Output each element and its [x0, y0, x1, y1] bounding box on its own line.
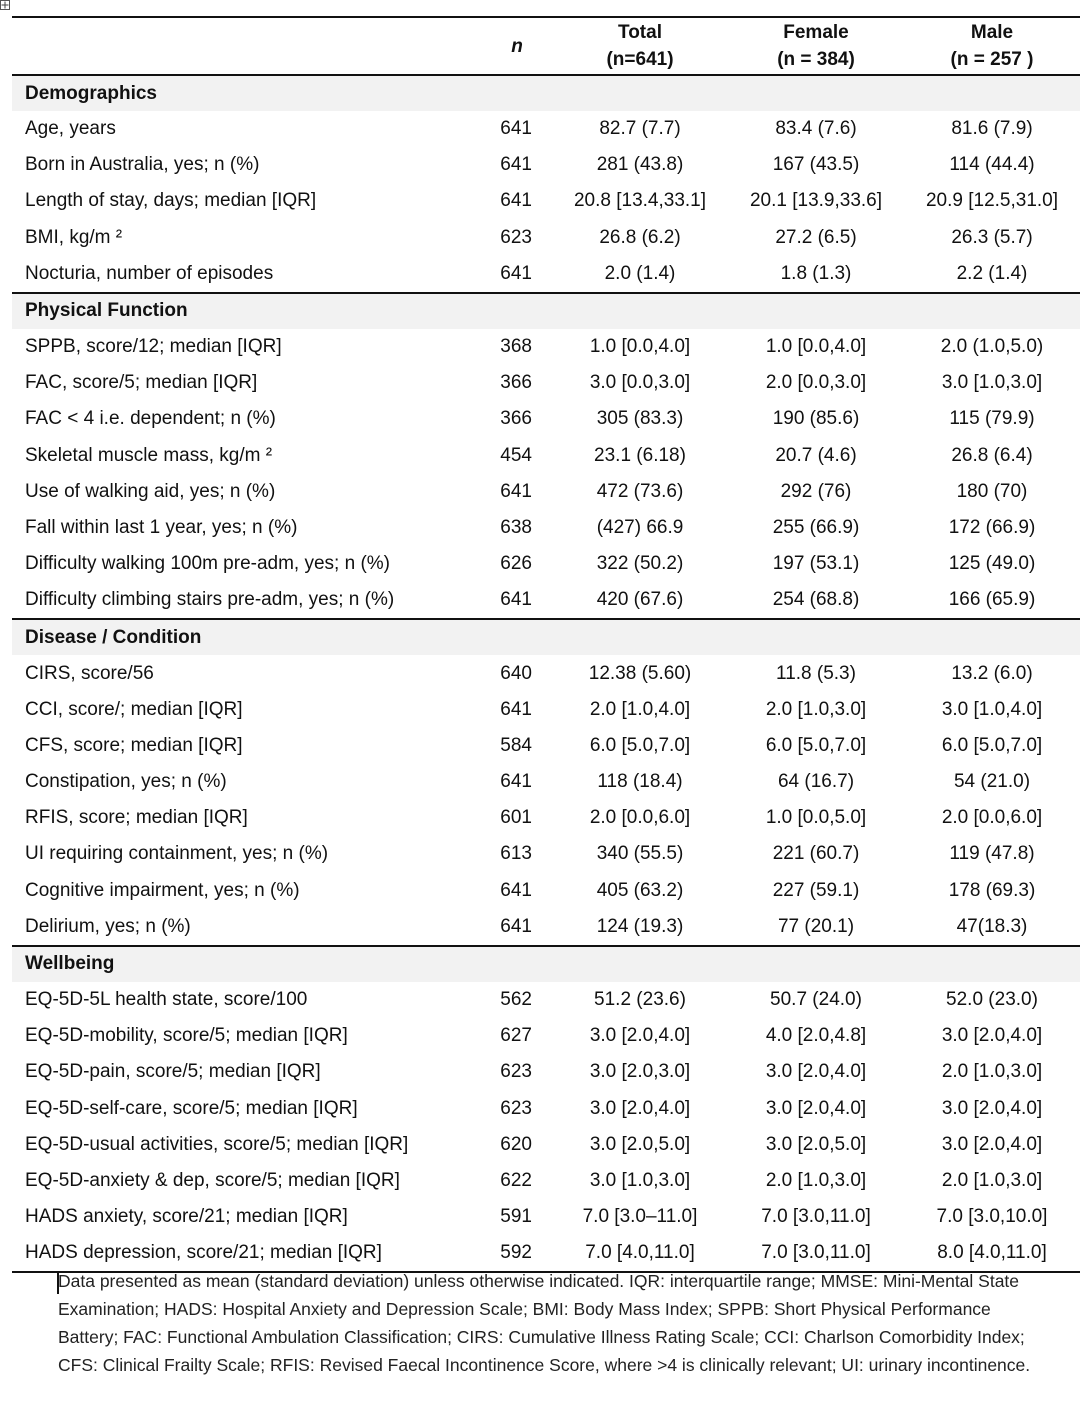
table-row	[12, 1127, 1080, 1163]
row-total-cell: 3.0 [2.0,3.0]	[589, 1061, 691, 1083]
row-label-cell: Constipation, yes; n (%)	[25, 771, 227, 793]
table-row	[12, 873, 1080, 909]
row-female-cell: 77 (20.1)	[777, 915, 855, 937]
table-row	[12, 220, 1080, 256]
table-row	[12, 655, 1080, 691]
row-total-cell: 3.0 [1.0,3.0]	[589, 1169, 691, 1191]
row-n-cell: 641	[500, 698, 532, 720]
table-row	[12, 111, 1080, 147]
row-female-cell: 2.0 [1.0,3.0]	[765, 1169, 867, 1191]
row-total-cell: (427) 66.9	[596, 516, 684, 538]
table-row	[12, 1199, 1080, 1235]
row-label-cell: Delirium, yes; n (%)	[25, 915, 191, 937]
table-body	[12, 75, 1080, 1272]
row-total-cell: 23.1 (6.18)	[594, 444, 686, 466]
row-female-cell: 20.1 [13.9,33.6]	[749, 190, 883, 212]
row-n-cell: 627	[500, 1025, 532, 1047]
row-total-cell: 20.8 [13.4,33.1]	[573, 190, 707, 212]
row-female-cell: 83.4 (7.6)	[775, 118, 857, 140]
row-n-cell: 641	[500, 118, 532, 140]
row-n-cell: 638	[500, 516, 532, 538]
row-female-cell: 190 (85.6)	[772, 408, 860, 430]
row-label-cell: EQ-5D-usual activities, score/5; median [IQR]	[25, 1133, 409, 1155]
row-n-cell: 623	[500, 1097, 532, 1119]
row-label-cell: CIRS, score/56	[25, 662, 154, 684]
row-total-cell: 420 (67.6)	[596, 589, 684, 611]
row-male-cell: 178 (69.3)	[948, 879, 1036, 901]
row-n-cell: 613	[500, 843, 532, 865]
row-male-cell: 47(18.3)	[956, 915, 1028, 937]
row-male-cell: 3.0 [2.0,4.0]	[941, 1025, 1043, 1047]
section-header-row	[12, 946, 1080, 982]
row-total-cell: 281 (43.8)	[596, 154, 684, 176]
characteristics-table	[12, 16, 1080, 1273]
row-total-cell: 2.0 [0.0,6.0]	[589, 807, 691, 829]
table-header-row	[12, 17, 1080, 75]
row-male-cell: 125 (49.0)	[948, 553, 1036, 575]
row-male-cell: 2.2 (1.4)	[956, 262, 1028, 284]
section-header-row	[12, 619, 1080, 655]
row-total-cell: 305 (83.3)	[596, 408, 684, 430]
row-n-cell: 591	[500, 1206, 532, 1228]
row-label-cell: Skeletal muscle mass, kg/m ²	[25, 444, 273, 466]
row-label-cell: Difficulty walking 100m pre-adm, yes; n (%)	[25, 553, 390, 575]
row-female-cell: 197 (53.1)	[772, 553, 860, 575]
row-n-cell: 620	[500, 1133, 532, 1155]
row-label-cell: UI requiring containment, yes; n (%)	[25, 843, 329, 865]
header-female-count: (n = 384)	[777, 49, 855, 70]
table-row	[12, 1018, 1080, 1054]
row-label-cell: Difficulty climbing stairs pre-adm, yes; n (%)	[25, 589, 395, 611]
row-total-cell: 82.7 (7.7)	[599, 118, 681, 140]
row-male-cell: 26.3 (5.7)	[951, 226, 1033, 248]
section-title: Wellbeing	[12, 946, 1080, 982]
row-total-cell: 3.0 [2.0,4.0]	[589, 1097, 691, 1119]
row-n-cell: 641	[500, 915, 532, 937]
row-male-cell: 166 (65.9)	[948, 589, 1036, 611]
row-female-cell: 2.0 [0.0,3.0]	[765, 372, 867, 394]
row-label-cell: Born in Australia, yes; n (%)	[25, 154, 260, 176]
table-row	[12, 365, 1080, 401]
row-total-cell: 6.0 [5.0,7.0]	[589, 734, 691, 756]
row-label-cell: Use of walking aid, yes; n (%)	[25, 480, 276, 502]
row-female-cell: 2.0 [1.0,3.0]	[765, 698, 867, 720]
section-title: Demographics	[12, 75, 1080, 111]
row-label-cell: Fall within last 1 year, yes; n (%)	[25, 516, 298, 538]
row-label-cell: EQ-5D-anxiety & dep, score/5; median [IQR]	[25, 1169, 400, 1191]
table-row	[12, 728, 1080, 764]
table-move-handle-icon[interactable]	[0, 0, 10, 10]
row-n-cell: 454	[500, 444, 532, 466]
row-total-cell: 7.0 [4.0,11.0]	[552, 1235, 728, 1272]
table-row	[12, 546, 1080, 582]
row-label-cell: RFIS, score; median [IQR]	[25, 807, 248, 829]
header-n: n	[482, 17, 552, 75]
row-n-cell: 366	[500, 408, 532, 430]
row-total-cell: 405 (63.2)	[596, 879, 684, 901]
row-male-cell: 8.0 [4.0,11.0]	[904, 1235, 1080, 1272]
row-total-cell: 118 (18.4)	[597, 771, 683, 793]
row-female-cell: 255 (66.9)	[772, 516, 860, 538]
row-female-cell: 227 (59.1)	[772, 879, 860, 901]
row-label-cell: Cognitive impairment, yes; n (%)	[25, 879, 300, 901]
table-row	[12, 147, 1080, 183]
row-total-cell: 2.0 [1.0,4.0]	[589, 698, 691, 720]
row-label-cell: Age, years	[25, 118, 116, 140]
row-n-cell: 584	[500, 734, 532, 756]
row-female-cell: 292 (76)	[780, 480, 852, 502]
table-row	[12, 510, 1080, 546]
header-total-title: Total	[618, 22, 662, 43]
row-male-cell: 52.0 (23.0)	[946, 989, 1038, 1011]
table-row	[12, 438, 1080, 474]
row-label-cell: Nocturia, number of episodes	[25, 262, 274, 284]
row-total-cell: 3.0 [0.0,3.0]	[589, 372, 691, 394]
row-total-cell: 3.0 [2.0,4.0]	[589, 1025, 691, 1047]
row-n-cell: 641	[500, 190, 532, 212]
row-label-cell: HADS anxiety, score/21; median [IQR]	[25, 1206, 348, 1228]
row-n-cell: 622	[500, 1169, 532, 1191]
row-total-cell: 51.2 (23.6)	[594, 989, 686, 1011]
row-female-cell: 3.0 [2.0,4.0]	[765, 1097, 867, 1119]
row-female-cell: 4.0 [2.0,4.8]	[765, 1025, 867, 1047]
row-total-cell: 2.0 (1.4)	[604, 262, 676, 284]
row-male-cell: 180 (70)	[956, 480, 1028, 502]
row-label-cell: EQ-5D-mobility, score/5; median [IQR]	[25, 1025, 348, 1047]
table-row	[12, 764, 1080, 800]
section-title: Physical Function	[12, 293, 1080, 329]
row-male-cell: 2.0 (1.0,5.0)	[940, 336, 1044, 358]
row-total-cell: 7.0 [3.0–11.0]	[582, 1206, 698, 1228]
row-n-cell: 641	[500, 589, 532, 611]
section-header-row	[12, 75, 1080, 111]
row-total-cell: 12.38 (5.60)	[588, 662, 692, 684]
row-total-cell: 322 (50.2)	[596, 553, 684, 575]
row-male-cell: 2.0 [0.0,6.0]	[941, 807, 1043, 829]
row-female-cell: 254 (68.8)	[772, 589, 860, 611]
row-n-cell: 368	[500, 336, 532, 358]
row-n-cell: 641	[500, 771, 532, 793]
row-male-cell: 3.0 [1.0,3.0]	[941, 372, 1043, 394]
row-total-cell: 124 (19.3)	[596, 915, 684, 937]
row-female-cell: 3.0 [2.0,5.0]	[765, 1133, 867, 1155]
row-n-cell: 366	[500, 372, 532, 394]
row-total-cell: 26.8 (6.2)	[599, 226, 681, 248]
row-female-cell: 221 (60.7)	[772, 843, 860, 865]
header-total-count: (n=641)	[606, 49, 674, 70]
row-n-cell: 641	[500, 262, 532, 284]
row-male-cell: 172 (66.9)	[948, 516, 1036, 538]
table-row	[12, 909, 1080, 946]
row-female-cell: 27.2 (6.5)	[775, 226, 857, 248]
row-total-cell: 3.0 [2.0,5.0]	[589, 1133, 691, 1155]
row-female-cell: 7.0 [3.0,11.0]	[761, 1206, 871, 1228]
row-male-cell: 2.0 [1.0,3.0]	[941, 1169, 1043, 1191]
table-row	[12, 1091, 1080, 1127]
row-male-cell: 13.2 (6.0)	[951, 662, 1033, 684]
row-n-cell: 641	[500, 480, 532, 502]
header-male-title: Male	[970, 22, 1014, 43]
row-n-cell: 601	[500, 807, 532, 829]
row-label-cell: FAC, score/5; median [IQR]	[25, 372, 258, 394]
table-row	[12, 401, 1080, 437]
table-row	[12, 1163, 1080, 1199]
table-row	[12, 256, 1080, 293]
row-female-cell: 50.7 (24.0)	[770, 989, 862, 1011]
row-label-cell: BMI, kg/m ²	[25, 226, 123, 248]
row-male-cell: 115 (79.9)	[949, 408, 1035, 430]
row-male-cell: 26.8 (6.4)	[951, 444, 1033, 466]
row-female-cell: 1.8 (1.3)	[780, 262, 852, 284]
row-n-cell: 592	[482, 1235, 552, 1272]
row-total-cell: 340 (55.5)	[596, 843, 684, 865]
row-n-cell: 562	[500, 989, 532, 1011]
table-row	[12, 800, 1080, 836]
header-female-title: Female	[783, 22, 849, 43]
table-footnote: Data presented as mean (standard deviation) unless otherwise indicated. IQR: interquartile range; MMSE: Mini-Mental State Examination; HADS: Hospital Anxiety and Depression Scale; BMI: Body Mass Index; SPPB: Short Physical Performance Battery; FAC: Functional Ambulation Classification; CIRS: Cumulative Illness Rating Scale; CCI: Charlson Comorbidity Index; CFS: Clinical Frailty Scale; RFIS: Revised Faecal Incontinence Score, where >4 is clinically relevant; UI: urinary incontinence.	[58, 1271, 1031, 1375]
row-label-cell: Length of stay, days; median [IQR]	[25, 190, 317, 212]
row-female-cell: 7.0 [3.0,11.0]	[728, 1235, 904, 1272]
row-male-cell: 3.0 [2.0,4.0]	[941, 1133, 1043, 1155]
row-male-cell: 3.0 [1.0,4.0]	[941, 698, 1043, 720]
row-label-cell: CCI, score/; median [IQR]	[25, 698, 243, 720]
row-female-cell: 64 (16.7)	[777, 771, 855, 793]
row-label-cell: HADS depression, score/21; median [IQR]	[12, 1235, 482, 1272]
row-female-cell: 11.8 (5.3)	[776, 662, 856, 684]
row-label-cell: CFS, score; median [IQR]	[25, 734, 243, 756]
row-n-cell: 623	[500, 1061, 532, 1083]
row-female-cell: 167 (43.5)	[772, 154, 860, 176]
table-row	[12, 474, 1080, 510]
row-male-cell: 3.0 [2.0,4.0]	[941, 1097, 1043, 1119]
header-label	[12, 17, 482, 75]
row-n-cell: 623	[500, 226, 532, 248]
table-row	[12, 692, 1080, 728]
row-label-cell: SPPB, score/12; median [IQR]	[25, 336, 282, 358]
header-total	[552, 17, 728, 75]
row-male-cell: 54 (21.0)	[953, 771, 1031, 793]
row-female-cell: 3.0 [2.0,4.0]	[765, 1061, 867, 1083]
row-n-cell: 641	[500, 154, 532, 176]
row-label-cell: EQ-5D-self-care, score/5; median [IQR]	[25, 1097, 358, 1119]
row-male-cell: 20.9 [12.5,31.0]	[925, 190, 1059, 212]
row-label-cell: EQ-5D-5L health state, score/100	[25, 989, 308, 1011]
table-row	[12, 1054, 1080, 1090]
section-title: Disease / Condition	[12, 619, 1080, 655]
row-label-cell: FAC < 4 i.e. dependent; n (%)	[25, 408, 276, 430]
row-male-cell: 81.6 (7.9)	[951, 118, 1033, 140]
row-male-cell: 119 (47.8)	[949, 843, 1035, 865]
row-male-cell: 2.0 [1.0,3.0]	[941, 1061, 1043, 1083]
row-label-cell: EQ-5D-pain, score/5; median [IQR]	[25, 1061, 321, 1083]
section-header-row	[12, 293, 1080, 329]
row-total-cell: 1.0 [0.0,4.0]	[589, 336, 691, 358]
row-total-cell: 472 (73.6)	[596, 480, 684, 502]
header-male-count: (n = 257 )	[950, 49, 1034, 70]
row-n-cell: 641	[500, 879, 532, 901]
table-row	[12, 982, 1080, 1018]
table-row	[12, 329, 1080, 365]
header-male	[904, 17, 1080, 75]
row-n-cell: 640	[500, 662, 532, 684]
table-row	[12, 836, 1080, 872]
row-male-cell: 7.0 [3.0,10.0]	[936, 1206, 1048, 1228]
row-male-cell: 114 (44.4)	[949, 154, 1035, 176]
row-female-cell: 6.0 [5.0,7.0]	[765, 734, 867, 756]
characteristics-table-container	[12, 16, 1080, 1273]
row-male-cell: 6.0 [5.0,7.0]	[941, 734, 1043, 756]
row-female-cell: 1.0 [0.0,5.0]	[765, 807, 867, 829]
row-female-cell: 1.0 [0.0,4.0]	[765, 336, 867, 358]
header-female	[728, 17, 904, 75]
row-female-cell: 20.7 (4.6)	[775, 444, 857, 466]
table-row	[12, 582, 1080, 619]
row-n-cell: 626	[500, 553, 532, 575]
table-row	[12, 183, 1080, 219]
